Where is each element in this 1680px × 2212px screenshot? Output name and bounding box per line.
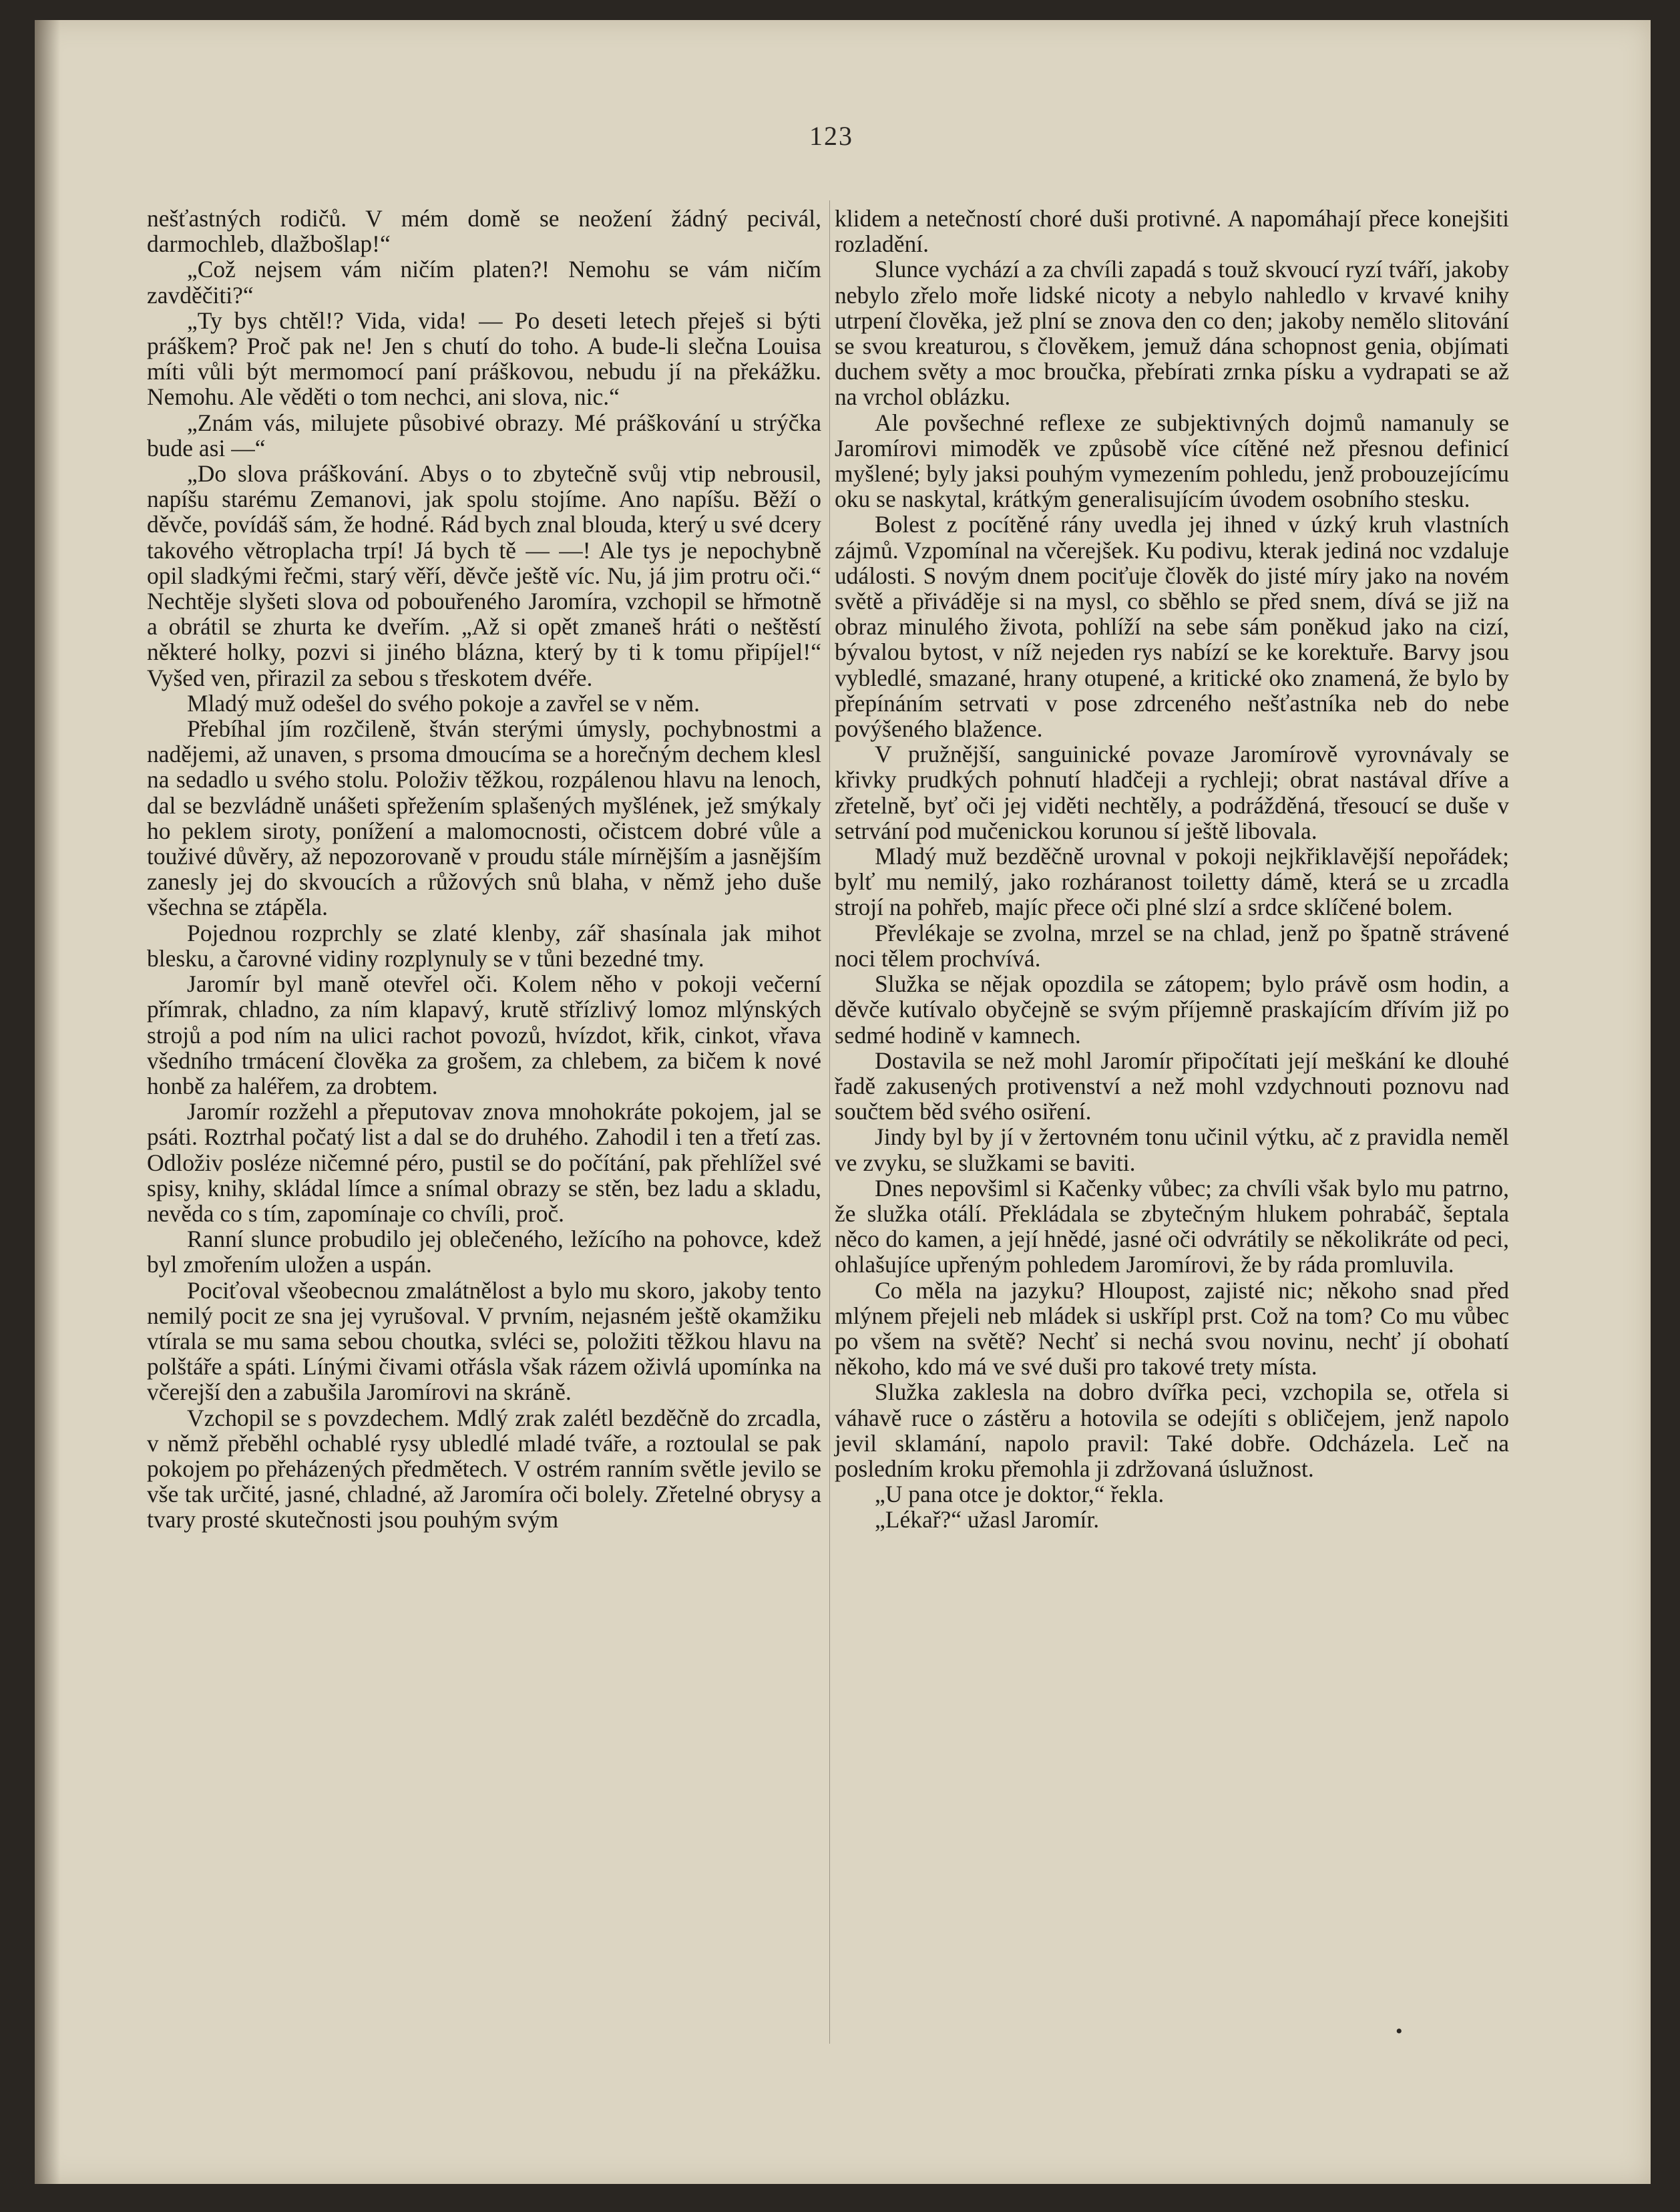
paragraph: „Lékař?“ užasl Jaromír. xyxy=(875,1506,1100,1533)
paragraph: Mladý muž bezděčně urovnal v pokoji nejkřiklavější nepořádek; bylť mu nemilý, jako rozháranost toiletty dámě, která se u zrcadla strojí na pohřeb, majíc přece oči plné slzí a srdce sklíčené bolem. xyxy=(835,843,1509,921)
paragraph: nešťastných rodičů. V mém domě se neožení žádný pecivál, darmochleb, dlažbošlap!“ xyxy=(147,205,821,258)
paragraph: Jaromír byl maně otevřel oči. Kolem něho v pokoji večerní přímrak, chladno, za ním klapavý, krutě střízlivý lomoz mlýnských strojů a pod ním na ulici rachot povozů, hvízdot, křik, cinkot, vřava všedního trmácení člověka za grošem, za chlebem, za bičem k nové honbě za haléřem, za drobtem. xyxy=(147,970,821,1099)
paragraph: Vzchopil se s povzdechem. Mdlý zrak zalétl bezděčně do zrcadla, v němž přeběhl ochablé rysy ubledlé mladé tváře, a roztoulal se pak pokojem po přeházených předmětech. V ostrém ranním světle jevilo se vše tak určité, jasné, chladné, až Jaromíra oči bolely. Zřetelné obrysy a tvary prosté skutečnosti jsou pouhým svým xyxy=(147,1404,821,1533)
paragraph: Jaromír rozžehl a přeputovav znova mnohokráte pokojem, jal se psáti. Roztrhal počatý list a dal se do druhého. Zahodil i ten a třetí zas. Odloživ posléze ničemné péro, pustil se do počítání, pak přehlížel své spisy, knihy, skládal límce a snímal obrazy se stěn, bez ladu a skladu, nevěda co s tím, zapomínaje co chvíli, proč. xyxy=(147,1098,821,1227)
column-divider xyxy=(829,200,830,2044)
paragraph: Ranní slunce probudilo jej oblečeného, ležícího na pohovce, kdež byl zmořením uložen a uspán. xyxy=(147,1226,821,1278)
paragraph: Pociťoval všeobecnou zmalátnělost a bylo mu skoro, jakoby tento nemilý pocit ze sna jej vyrušoval. V prvním, nejasném ještě okamžiku vtírala se mu sama sebou choutka, svléci se, položiti těžkou hlavu na polštáře a spáti. Línými čivami otřásla však rázem oživlá upomínka na včerejší den a zabušila Jaromírovi na skráně. xyxy=(147,1276,821,1406)
left-text-column xyxy=(147,206,821,1533)
paragraph: Přebíhal jím rozčileně, štván sterými úmysly, pochybnostmi a nadějemi, až unaven, s prsoma dmoucíma se a horečným dechem klesl na sedadlo u svého stolu. Položiv těžkou, rozpálenou hlavu na lenoch, dal se bezvládně unášeti spřežením splašených myšlének, jež smýkaly ho peklem siroty, ponížení a malomocnosti, očistcem dobré vůle a touživé důvěry, až nepozorovaně v proudu stále mírnějším a jasnějším zanesly jej do skvoucích a růžových snů blaha, v němž jeho duše všechna se ztápěla. xyxy=(147,715,821,921)
paragraph: Co měla na jazyku? Hloupost, zajisté nic; někoho snad před mlýnem přejeli neb mládek si uskřípl prst. Což na tom? Co mu vůbec po všem na světě? Nechť si nechá svou novinu, nechť jí obohatí někoho, kdo má ve své duši pro takové trety místa. xyxy=(835,1276,1509,1380)
paragraph: Bolest z pocítěné rány uvedla jej ihned v úzký kruh vlastních zájmů. Vzpomínal na včerejšek. Ku podivu, kterak jediná noc vzdaluje události. S novým dnem pociťuje člověk do jisté míry jako na novém světě a přiváděje si na mysl, co sběhlo se před snem, dívá se již na obraz minulého života, pohlíží na sebe sám poněkud jako na cizí, bývalou bytost, v níž nejeden rys nabízí se ke korektuře. Barvy jsou vybledlé, smazané, hrany otupené, a kritické oko znamená, že bylo by přepínáním setrvati v pose zdrceného nešťastníka neb do nebe povýšeného blažence. xyxy=(835,511,1509,743)
paragraph: „Což nejsem vám ničím platen?! Nemohu se vám ničím zavděčiti?“ xyxy=(147,256,821,309)
paragraph: Mladý muž odešel do svého pokoje a zavřel se v něm. xyxy=(187,689,700,717)
binding-shadow xyxy=(35,20,60,2184)
paragraph: Dostavila se než mohl Jaromír připočítati její meškání ke dlouhé řadě zakusených protivenství a než mohl vzdychnouti poznovu nad součtem běd svého osiření. xyxy=(835,1047,1509,1125)
paragraph: V pružnější, sanguinické povaze Jaromírově vyrovnávaly se křivky prudkých pohnutí hladčeji a rychleji; obrat nastával dříve a zřetelně, byť oči jej viděti nechtěly, a podrážděná, třesoucí se duše v setrvání pod mučenickou korunou sí ještě libovala. xyxy=(835,741,1509,844)
book-page xyxy=(35,20,1651,2184)
paragraph: „U pana otce je doktor,“ řekla. xyxy=(875,1481,1165,1508)
printer-mark: • xyxy=(1396,2020,1403,2042)
paragraph: Služka zaklesla na dobro dvířka peci, vzchopila se, otřela si váhavě ruce o zástěru a hotovila se odejíti s obličejem, jenž napolo jevil sklamání, napolo pravil: Také dobře. Odcházela. Leč na posledním kroku přemohla ji zdržovaná úslužnost. xyxy=(835,1378,1509,1482)
paragraph: „Ty bys chtěl!? Vida, vida! — Po deseti letech přeješ si býti práškem? Proč pak ne! Jen s chutí do toho. A bude-li slečna Louisa míti vůli být mermomocí paní práškovou, nebudu jí na překážku. Nemohu. Ale věděti o tom nechci, ani slova, nic.“ xyxy=(147,307,821,411)
paragraph: „Do slova práškování. Abys o to zbytečně svůj vtip nebrousil, napíšu starému Zemanovi, jak spolu stojíme. Ano napíšu. Běží o děvče, povídáš sám, že hodné. Rád bych znal blouda, který u své dcery takového větroplacha trpí! Já bych tě — —! Ale tys je nepochybně opil sladkými řečmi, starý věří, děvče ještě víc. Nu, já jim protru oči.“ Nechtěje slyšeti slova od pobouřeného Jaromíra, vzchopil se hřmotně a obrátil se zhurta ke dveřím. „Až si opět zmaneš hráti o neštěstí některé holky, pozvi si jiného blázna, který by ti k tomu připíjel!“ Vyšed ven, přirazil za sebou s třeskotem dvéře. xyxy=(147,460,821,691)
paragraph: Služka se nějak opozdila se zátopem; bylo právě osm hodin, a děvče kutívalo obyčejně se svým příjemně praskajícím dřívím již po sedmé hodině v kamnech. xyxy=(835,970,1509,1049)
paragraph: „Znám vás, milujete působivé obrazy. Mé práškování u strýčka bude asi —“ xyxy=(147,409,821,462)
paragraph: Jindy byl by jí v žertovném tonu učinil výtku, ač z pravidla neměl ve zvyku, se služkami se baviti. xyxy=(835,1123,1509,1176)
paragraph: Převlékaje se zvolna, mrzel se na chlad, jenž po špatně strávené noci tělem prochvívá. xyxy=(835,919,1509,972)
right-text-column xyxy=(835,206,1509,1533)
paragraph: klidem a netečností choré duši protivné. A napomáhají přece konejšiti rozladění. xyxy=(835,205,1509,258)
paragraph: Ale povšechné reflexe ze subjektivných dojmů namanuly se Jaromírovi mimoděk ve způsobě více cítěné než přesnou definicí myšlené; byly jaksi pouhým vymezením pohledu, jenž probouzejícímu oku se naskytal, krátkým generalisujícím úvodem osobního stesku. xyxy=(835,409,1509,513)
paragraph: Pojednou rozprchly se zlaté klenby, zář shasínala jak mihot blesku, a čarovné vidiny rozplynuly se v tůni bezedné tmy. xyxy=(147,919,821,972)
page-number: 123 xyxy=(809,121,853,151)
paragraph: Slunce vychází a za chvíli zapadá s touž skvoucí ryzí tváří, jakoby nebylo zřelo moře lidské nicoty a nebylo nahledlo v krvavé knihy utrpení člověka, jež plní se znova den co den; jakoby nemělo slitování se svou kreaturou, s člověkem, jemuž dána schopnost genia, objímati duchem světy a moc broučka, přebírati zrnka písku a vydrapati se až na vrchol oblázku. xyxy=(835,256,1509,411)
paragraph: Dnes nepovšiml si Kačenky vůbec; za chvíli však bylo mu patrno, že služka otálí. Překládala se zbytečným hlukem pohrabáč, šeptala něco do kamen, a její hnědé, jasné oči odvrátily se několikráte od peci, ohlašujíce upřeným pohledem Jaromírovi, že by ráda promluvila. xyxy=(835,1174,1509,1278)
